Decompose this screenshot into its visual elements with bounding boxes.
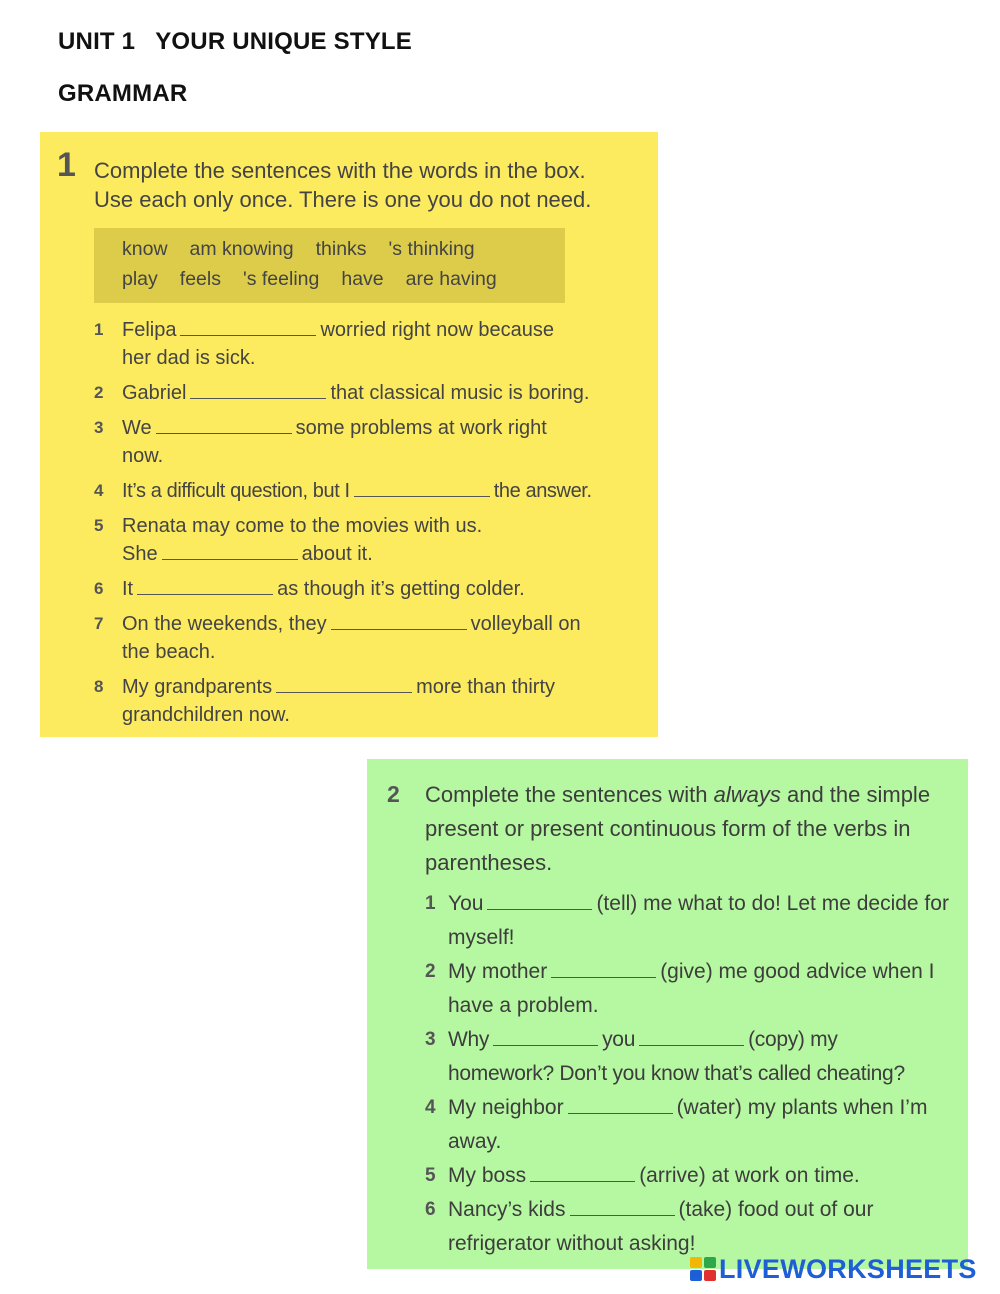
- answer-blank[interactable]: [276, 674, 412, 693]
- unit-name: YOUR UNIQUE STYLE: [155, 28, 412, 55]
- instruction-line: present or present continuous form of the verbs in: [425, 816, 911, 841]
- item-text: some problems at work right: [295, 417, 547, 439]
- word-box-word: am knowing: [189, 238, 294, 260]
- item-number: 3: [94, 418, 104, 437]
- answer-blank[interactable]: [568, 1095, 673, 1114]
- item-number: 5: [94, 516, 104, 535]
- instruction-text: and the simple: [780, 782, 931, 807]
- item-text: (copy) my: [748, 1028, 838, 1051]
- item-number: 1: [94, 320, 104, 339]
- answer-blank[interactable]: [180, 317, 316, 336]
- item-text: (give) me good advice when I: [660, 960, 935, 983]
- item-text: (take) food out of our: [678, 1198, 874, 1221]
- item-text: you: [602, 1028, 636, 1051]
- word-box-word: have: [341, 268, 384, 290]
- item-text: refrigerator without asking!: [448, 1232, 696, 1255]
- word-box-row: [122, 238, 475, 261]
- word-box-word: 's feeling: [242, 268, 320, 290]
- instruction-line: parentheses.: [425, 850, 553, 875]
- word-box-word: thinks: [315, 238, 367, 260]
- instruction-text: Complete the sentences with: [425, 782, 714, 807]
- liveworksheets-logo-icon: [690, 1257, 716, 1281]
- item-text: (tell) me what to do! Let me decide for: [596, 892, 949, 915]
- item-text: On the weekends, they: [122, 613, 327, 635]
- exercise-2-instruction: [425, 778, 955, 880]
- item-text: My grandparents: [122, 676, 273, 698]
- item-text: Why: [448, 1028, 490, 1051]
- logo-square: [704, 1257, 716, 1268]
- item-text: away.: [448, 1130, 502, 1153]
- item-text: now.: [122, 445, 164, 467]
- item-text: It: [122, 578, 134, 600]
- item-text: Renata may come to the movies with us.: [122, 515, 483, 537]
- answer-blank[interactable]: [487, 891, 592, 910]
- item-text: My boss: [448, 1164, 527, 1187]
- item-text: It’s a difficult question, but I: [122, 480, 350, 502]
- item-text: (water) my plants when I’m: [676, 1096, 928, 1119]
- item-text: She: [122, 543, 158, 565]
- word-box-word: feels: [179, 268, 221, 290]
- answer-blank[interactable]: [570, 1197, 675, 1216]
- item-text: about it.: [301, 543, 373, 565]
- item-text: the beach.: [122, 641, 216, 663]
- item-text: Nancy’s kids: [448, 1198, 566, 1221]
- answer-blank[interactable]: [137, 576, 273, 595]
- exercise-2-panel: [367, 759, 968, 1269]
- instruction-line: Complete the sentences with the words in the box.: [94, 158, 586, 183]
- exercise-1-instruction: [94, 156, 644, 214]
- item-text: We: [122, 417, 152, 439]
- instruction-emphasis: always: [713, 782, 781, 807]
- logo-square: [690, 1270, 702, 1281]
- word-box-word: 's thinking: [388, 238, 475, 260]
- item-text: more than thirty: [416, 676, 556, 698]
- item-text: as though it’s getting colder.: [277, 578, 525, 600]
- answer-blank[interactable]: [551, 959, 656, 978]
- answer-blank[interactable]: [156, 415, 292, 434]
- item-number: 8: [94, 677, 104, 696]
- word-box-word: play: [122, 268, 158, 290]
- answer-blank[interactable]: [190, 380, 326, 399]
- item-text: You: [448, 892, 484, 915]
- item-number: 2: [94, 383, 104, 402]
- item-text: worried right now because: [320, 319, 554, 341]
- section-title: GRAMMAR: [58, 80, 188, 107]
- liveworksheets-brand[interactable]: [690, 1254, 977, 1284]
- brand-text: LIVEWORKSHEETS: [719, 1253, 977, 1284]
- exercise-2-number: 2: [387, 781, 400, 807]
- word-box-word: know: [122, 238, 168, 260]
- item-text: that classical music is boring.: [330, 382, 590, 404]
- unit-number: UNIT 1: [58, 28, 136, 55]
- answer-blank[interactable]: [162, 541, 298, 560]
- item-number: 3: [425, 1029, 436, 1050]
- answer-blank[interactable]: [331, 611, 467, 630]
- item-number: 5: [425, 1165, 436, 1186]
- item-text: volleyball on: [470, 613, 581, 635]
- item-text: the answer.: [493, 480, 592, 502]
- answer-blank[interactable]: [530, 1163, 635, 1182]
- item-text: grandchildren now.: [122, 704, 290, 726]
- item-number: 4: [425, 1097, 436, 1118]
- instruction-line: Use each only once. There is one you do not need.: [94, 187, 592, 212]
- exercise-1-number: 1: [57, 146, 76, 184]
- word-box-row: [122, 268, 497, 291]
- item-text: My mother: [448, 960, 548, 983]
- item-number: 4: [94, 481, 104, 500]
- item-text: have a problem.: [448, 994, 599, 1017]
- item-number: 7: [94, 614, 104, 633]
- item-text: Gabriel: [122, 382, 187, 404]
- logo-square: [690, 1257, 702, 1268]
- answer-blank[interactable]: [493, 1027, 598, 1046]
- item-text: (arrive) at work on time.: [639, 1164, 860, 1187]
- item-text: her dad is sick.: [122, 347, 256, 369]
- answer-blank[interactable]: [354, 478, 490, 497]
- item-text: myself!: [448, 926, 515, 949]
- item-number: 6: [425, 1199, 436, 1220]
- item-number: 2: [425, 961, 436, 982]
- item-number: 1: [425, 893, 436, 914]
- item-text: My neighbor: [448, 1096, 564, 1119]
- item-text: homework? Don’t you know that’s called cheating?: [448, 1062, 905, 1085]
- logo-square: [704, 1270, 716, 1281]
- word-box: [94, 228, 565, 303]
- unit-title: [58, 28, 412, 56]
- answer-blank[interactable]: [639, 1027, 744, 1046]
- word-box-word: are having: [405, 268, 497, 290]
- exercise-1-panel: [40, 132, 658, 737]
- item-number: 6: [94, 579, 104, 598]
- item-text: Felipa: [122, 319, 177, 341]
